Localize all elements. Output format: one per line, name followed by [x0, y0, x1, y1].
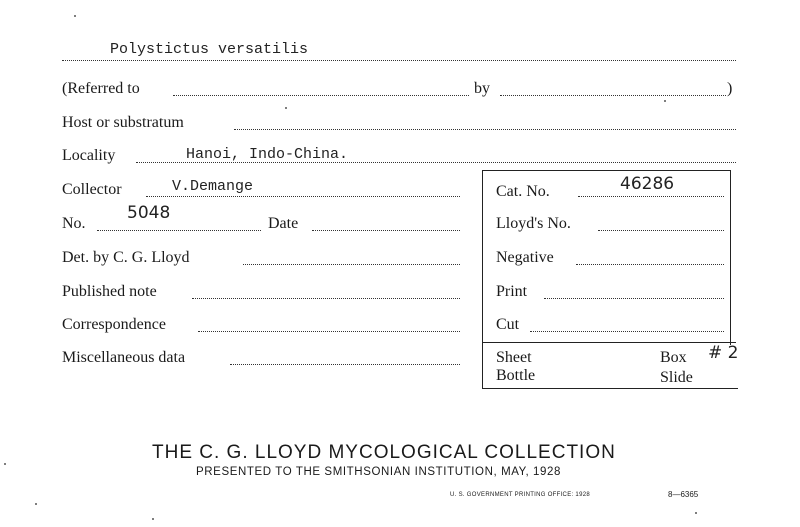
- published-note-line: [192, 298, 460, 299]
- collector-value: V.Demange: [172, 178, 254, 195]
- date-label: Date: [268, 215, 299, 232]
- collector-line: [146, 196, 460, 197]
- no-value: 5048: [127, 203, 171, 223]
- print-line: [544, 298, 724, 299]
- cut-label: Cut: [496, 316, 520, 333]
- bottle-label: Bottle: [496, 367, 536, 384]
- cat-no-line: [578, 196, 724, 197]
- det-by-label: Det. by C. G. Lloyd: [62, 249, 190, 266]
- misc-line: [230, 364, 460, 365]
- cat-no-label: Cat. No.: [496, 183, 550, 200]
- scan-speck: [4, 463, 6, 465]
- cat-no-value: 46286: [620, 174, 675, 194]
- scan-speck: [695, 512, 697, 514]
- referred-to-label: (Referred to: [62, 80, 140, 97]
- negative-line: [576, 264, 724, 265]
- box-label: Box: [660, 349, 687, 366]
- box-right-border: [730, 170, 731, 345]
- species-line: [62, 60, 736, 61]
- host-line: [234, 129, 736, 130]
- date-line: [312, 230, 460, 231]
- sheet-label: Sheet: [496, 349, 532, 366]
- host-label: Host or substratum: [62, 114, 184, 131]
- no-label: No.: [62, 215, 86, 232]
- scan-speck: [152, 518, 154, 520]
- form-number: 8—6365: [668, 490, 699, 499]
- species-name: Polystictus versatilis: [110, 41, 309, 58]
- locality-value: Hanoi, Indo-China.: [186, 146, 349, 163]
- box-divider: [482, 342, 736, 343]
- by-line: [500, 95, 726, 96]
- box-bottom-border: [482, 388, 738, 389]
- misc-label: Miscellaneous data: [62, 349, 186, 366]
- lloyds-no-line: [598, 230, 724, 231]
- det-by-line: [243, 264, 460, 265]
- by-label: by: [474, 80, 490, 97]
- negative-label: Negative: [496, 249, 554, 266]
- cut-line: [530, 331, 724, 332]
- locality-label: Locality: [62, 147, 116, 164]
- correspondence-line: [198, 331, 460, 332]
- lloyds-no-label: Lloyd's No.: [496, 215, 571, 232]
- scan-speck: [664, 100, 666, 102]
- scan-speck: [35, 503, 37, 505]
- collector-label: Collector: [62, 181, 122, 198]
- box-left-border: [482, 170, 483, 388]
- correspondence-label: Correspondence: [62, 316, 166, 333]
- presented-line: PRESENTED TO THE SMITHSONIAN INSTITUTION, MAY, 1928: [196, 466, 562, 478]
- no-line: [97, 230, 261, 231]
- box-value: # 2: [708, 343, 739, 363]
- box-top-border: [482, 170, 730, 171]
- collection-title: THE C. G. LLOYD MYCOLOGICAL COLLECTION: [152, 442, 616, 463]
- print-label: Print: [496, 283, 528, 300]
- referred-to-line: [173, 95, 469, 96]
- scan-speck: [74, 15, 76, 17]
- printing-office: U. S. GOVERNMENT PRINTING OFFICE: 1928: [450, 492, 590, 498]
- slide-label: Slide: [660, 369, 693, 386]
- scan-speck: [285, 107, 287, 109]
- published-note-label: Published note: [62, 283, 157, 300]
- close-paren: ): [727, 80, 733, 97]
